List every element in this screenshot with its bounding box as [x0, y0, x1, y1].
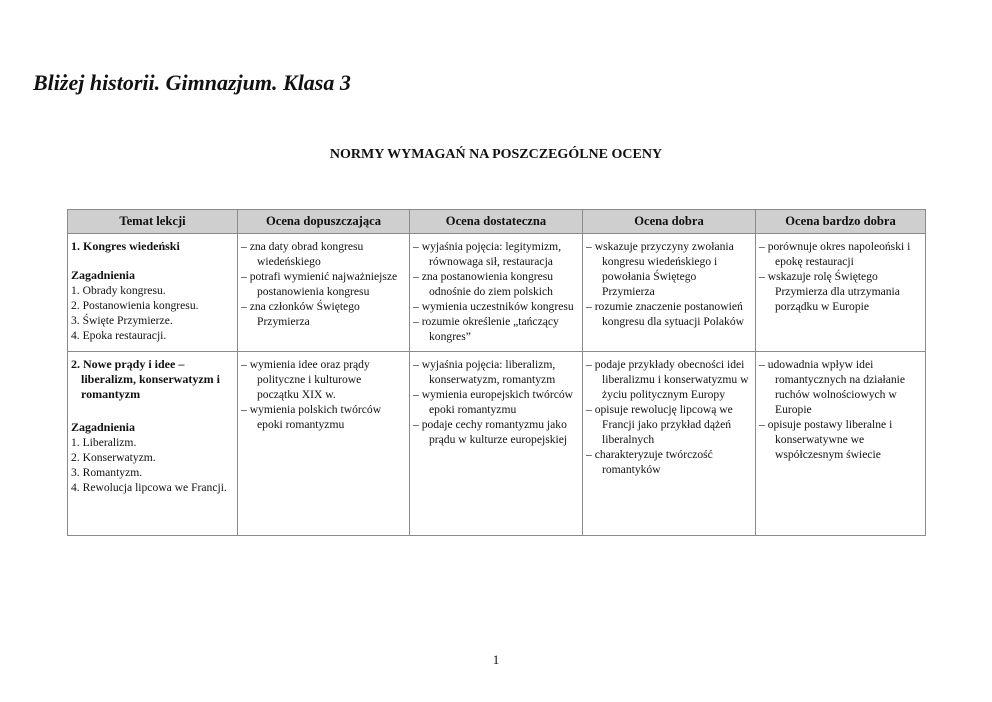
topic-item: 2. Postanowienia kongresu.	[71, 299, 199, 312]
topic-item: 4. Rewolucja lipcowa we Francji.	[71, 481, 227, 494]
column-header-grade-good: Ocena dobra	[583, 210, 756, 234]
requirement-item: – charakteryzuje twórczość romantyków	[586, 448, 713, 476]
topic-item: 3. Święte Przymierze.	[71, 314, 173, 327]
topic-title: 1. Kongres wiedeński	[71, 239, 180, 253]
grade-cell	[410, 234, 583, 352]
requirement-item: – zna postanowienia kongresu odnośnie do ziem polskich	[413, 270, 554, 298]
requirement-item: – wskazuje rolę Świętego Przymierza dla utrzymania porządku w Europie	[759, 270, 900, 313]
requirement-item: – potrafi wymienić najważniejsze postanowienia kongresu	[241, 270, 398, 298]
topic-item: 2. Konserwatyzm.	[71, 451, 156, 464]
grade-cell	[238, 234, 410, 352]
requirements-table	[67, 209, 926, 536]
topic-cell	[68, 234, 238, 352]
requirement-item: – rozumie określenie „tańczący kongres”	[413, 315, 559, 343]
column-header-grade-sufficient: Ocena dopuszczająca	[238, 210, 410, 234]
topic-item: 4. Epoka restauracji.	[71, 329, 167, 342]
requirement-item: – wyjaśnia pojęcia: liberalizm, konserwatyzm, romantyzm	[413, 358, 556, 386]
topic-subheading: Zagadnienia	[71, 268, 136, 282]
requirement-item: – podaje przykłady obecności idei liberalizmu i konserwatyzmu w życiu politycznym Europy	[586, 358, 749, 401]
grade-cell	[238, 352, 410, 536]
requirement-item: – opisuje rewolucję lipcową we Francji jako przykład dążeń liberalnych	[586, 403, 733, 446]
requirement-item: – rozumie znaczenie postanowień kongresu dla sytuacji Polaków	[586, 300, 745, 328]
topic-item: 3. Romantyzm.	[71, 466, 143, 479]
requirement-item: – porównuje okres napoleoński i epokę restauracji	[759, 240, 911, 268]
document-title: Bliżej historii. Gimnazjum. Klasa 3	[33, 70, 351, 95]
topic-item: 1. Liberalizm.	[71, 436, 137, 449]
grade-cell	[756, 234, 926, 352]
topic-title: 2. Nowe prądy i idee – liberalizm, konserwatyzm i romantyzm	[71, 357, 220, 401]
requirement-item: – wskazuje przyczyny zwołania kongresu wiedeńskiego i powołania Świętego Przymierza	[586, 240, 734, 298]
requirement-item: – wymienia europejskich twórców epoki romantyzmu	[413, 388, 574, 416]
column-header-grade-satisfactory: Ocena dostateczna	[410, 210, 583, 234]
requirement-item: – opisuje postawy liberalne i konserwatywne we współczesnym świecie	[759, 418, 893, 461]
grade-cell	[583, 234, 756, 352]
topic-cell	[68, 352, 238, 536]
column-header-grade-very-good: Ocena bardzo dobra	[756, 210, 926, 234]
requirement-item: – zna daty obrad kongresu wiedeńskiego	[241, 240, 364, 268]
table-row	[68, 352, 926, 536]
topic-subheading: Zagadnienia	[71, 420, 136, 434]
table-row	[68, 234, 926, 352]
requirement-item: – podaje cechy romantyzmu jako prądu w kulturze europejskiej	[413, 418, 568, 446]
requirement-item: – wyjaśnia pojęcia: legitymizm, równowaga sił, restauracja	[413, 240, 562, 268]
requirement-item: – wymienia polskich twórców epoki romantyzmu	[241, 403, 382, 431]
grade-cell	[410, 352, 583, 536]
column-header-topic: Temat lekcji	[68, 210, 238, 234]
section-title: NORMY WYMAGAŃ NA POSZCZEGÓLNE OCENY	[329, 147, 663, 162]
requirement-item: – wymienia idee oraz prądy polityczne i kulturowe początku XIX w.	[241, 358, 370, 401]
requirement-item: – udowadnia wpływ idei romantycznych na działanie ruchów wolnościowych w Europie	[759, 358, 906, 416]
table-header-row	[68, 210, 926, 234]
grade-cell	[583, 352, 756, 536]
grade-cell	[756, 352, 926, 536]
requirement-item: – zna członków Świętego Przymierza	[241, 300, 360, 328]
page-number: 1	[492, 652, 500, 667]
topic-item: 1. Obrady kongresu.	[71, 284, 166, 297]
requirement-item: – wymienia uczestników kongresu	[413, 300, 574, 313]
